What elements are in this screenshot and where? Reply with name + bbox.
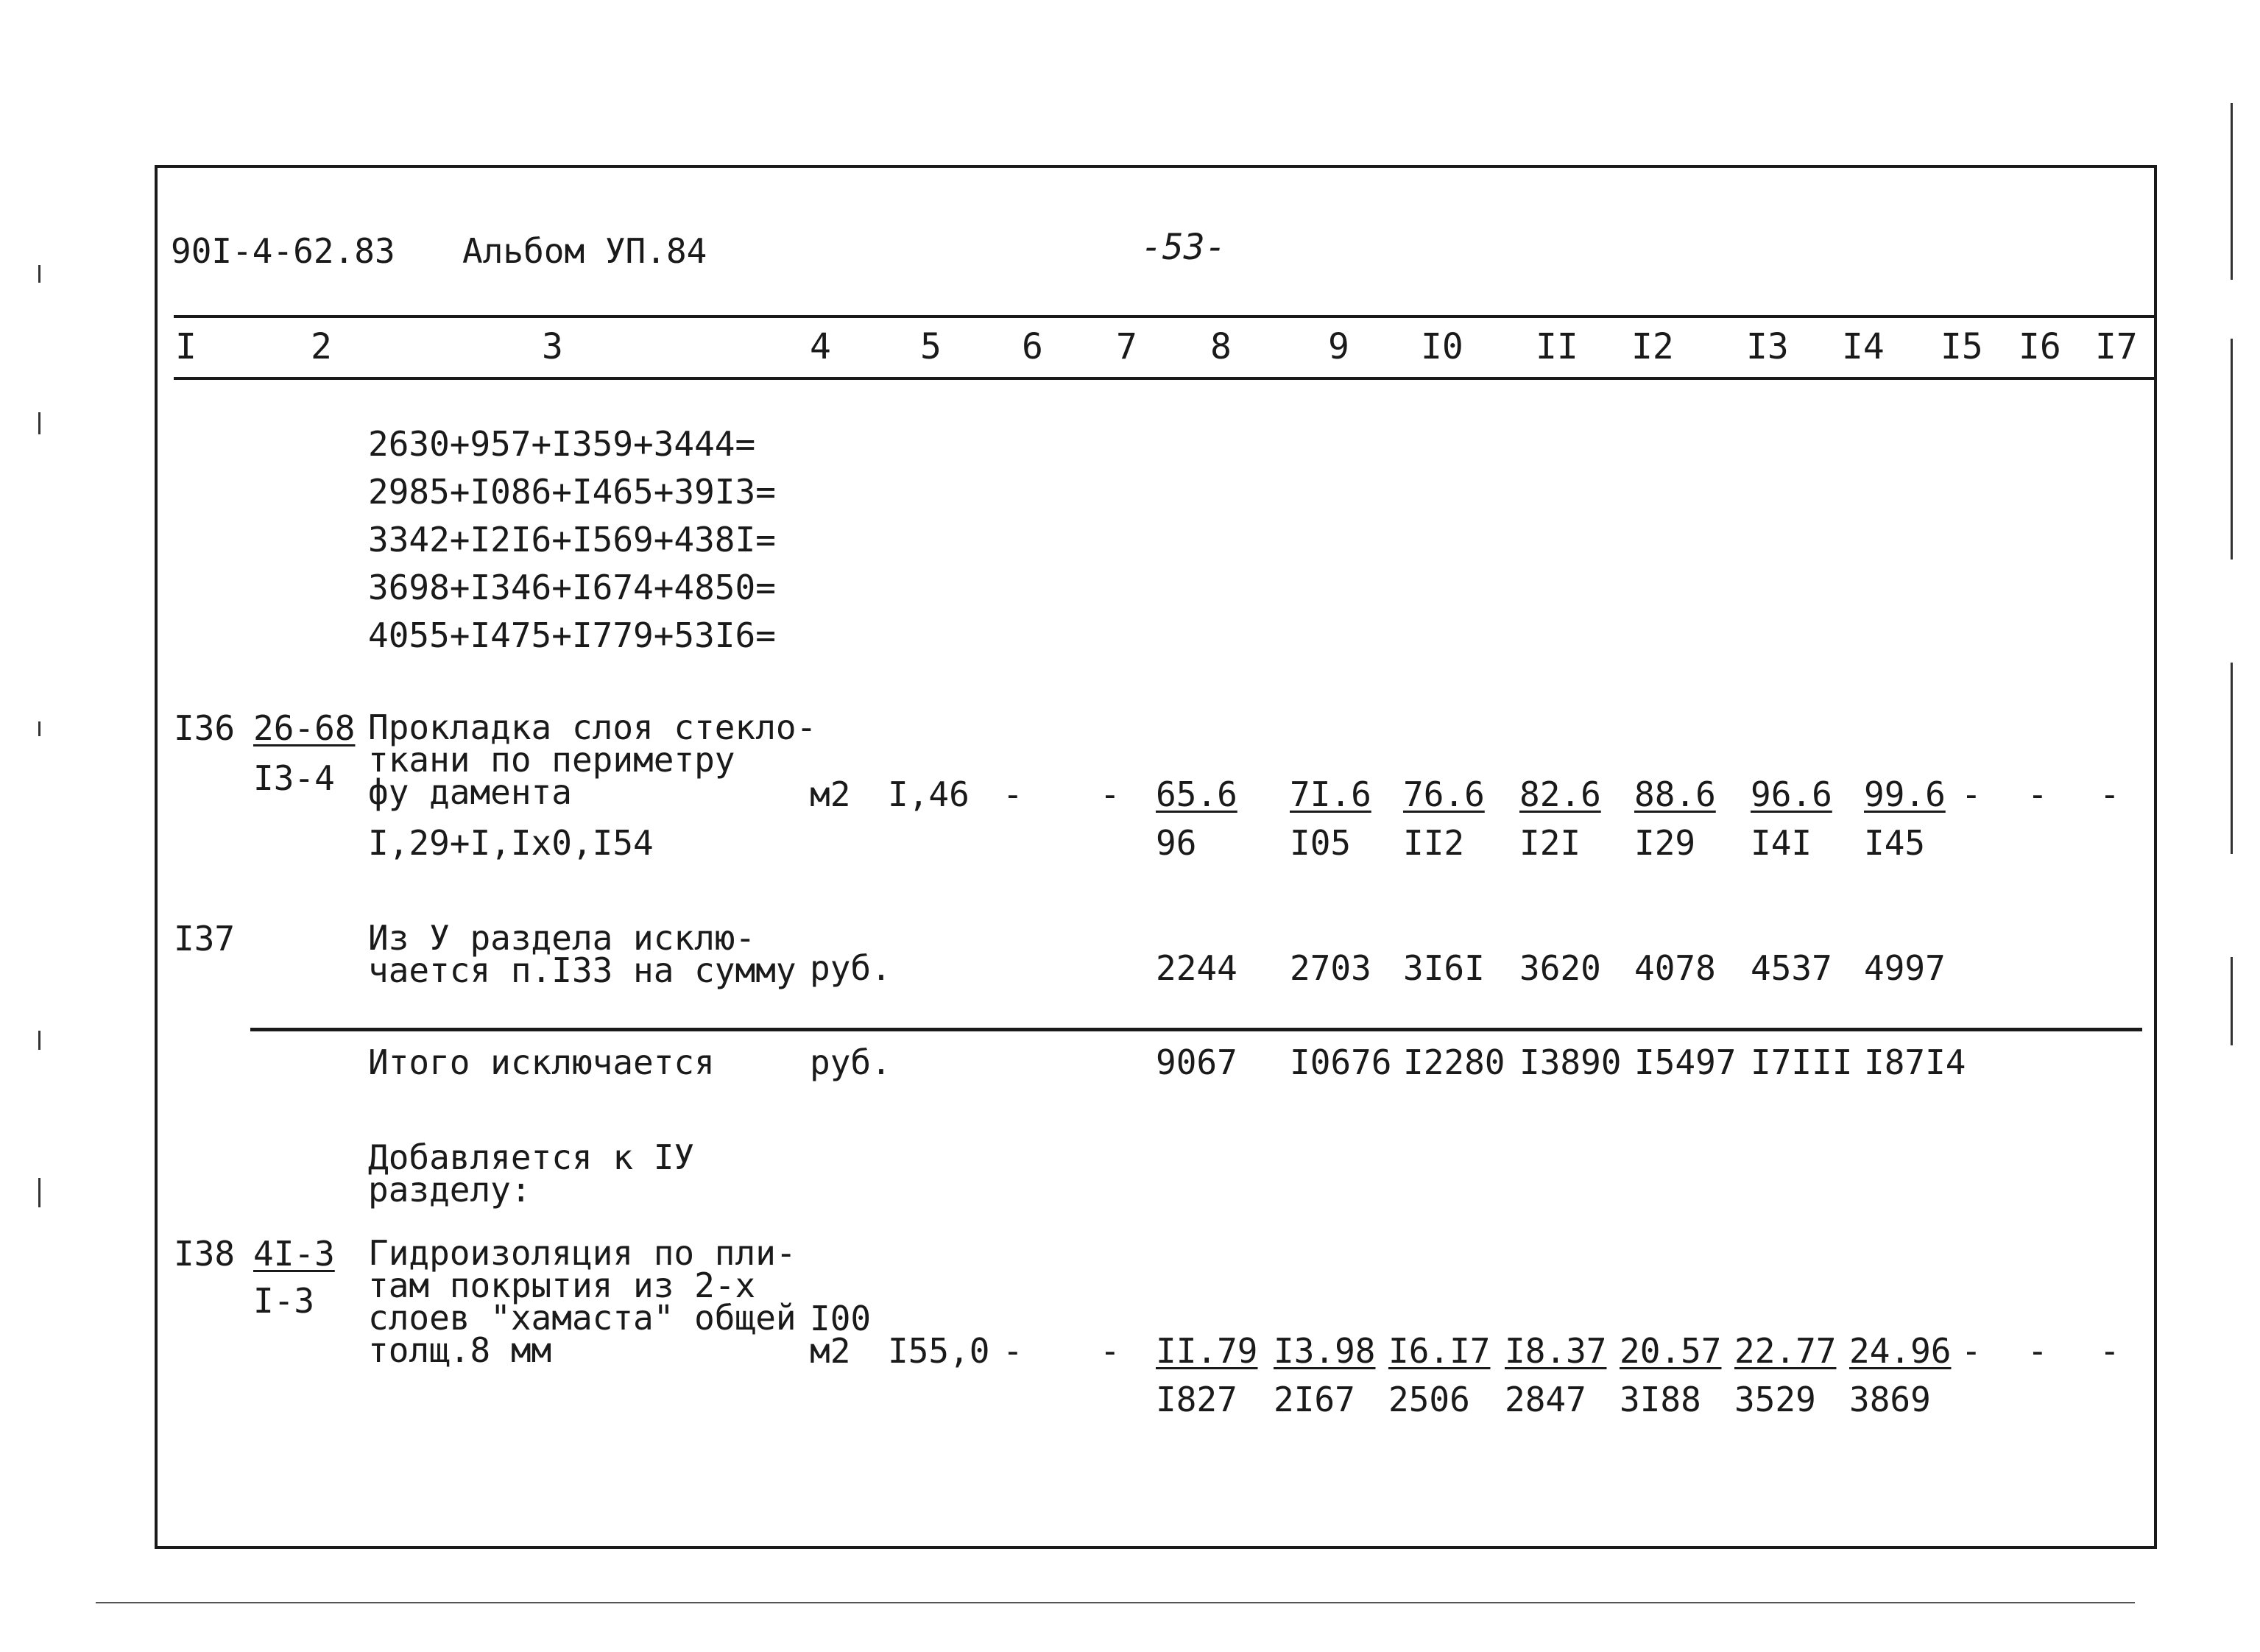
desc-line: ткани по периметру	[368, 740, 735, 780]
margin-tick	[2231, 957, 2233, 1045]
margin-tick	[2231, 663, 2233, 854]
quantity: I,46	[888, 774, 970, 814]
desc-line: фу дамента	[368, 772, 572, 812]
col-5: 5	[920, 326, 942, 367]
col-3: 3	[542, 326, 563, 367]
price-value: I8.37	[1505, 1331, 1607, 1371]
total-sum: I2280	[1403, 1042, 1505, 1082]
frame-left	[155, 165, 158, 1549]
total-rule	[250, 1028, 2142, 1031]
col-13: I3	[1746, 326, 1789, 367]
page-number: -53-	[1141, 227, 1226, 268]
col7-dash: -	[1100, 774, 1120, 814]
price-value: 88.6	[1634, 774, 1716, 814]
price-value: I6.I7	[1388, 1331, 1491, 1371]
col-7: 7	[1116, 326, 1137, 367]
frame-top	[155, 165, 2157, 168]
price-value: 96.6	[1751, 774, 1832, 814]
total-value: I4I	[1751, 823, 1812, 863]
total-sum: I0676	[1290, 1042, 1392, 1082]
col-15: I5	[1941, 326, 1983, 367]
total-sum: I3890	[1519, 1042, 1622, 1082]
total-value: 2847	[1505, 1380, 1586, 1419]
total-value: 3529	[1734, 1380, 1816, 1419]
desc-line: Из У раздела исклю-	[368, 918, 756, 958]
formula-line: 2985+I086+I465+39I3=	[368, 472, 776, 512]
sum-value: 4537	[1751, 948, 1832, 988]
total-sum: I7III	[1751, 1042, 1853, 1082]
col-2: 2	[311, 326, 332, 367]
total-value: I827	[1156, 1380, 1237, 1419]
desc-line: слоев "хамаста" общей	[368, 1298, 797, 1338]
total-value: I2I	[1519, 823, 1581, 863]
margin-tick	[38, 1178, 40, 1207]
margin-tick	[2231, 103, 2233, 280]
col-12: I2	[1631, 326, 1674, 367]
frame-right	[2154, 165, 2157, 1549]
sum-value: 3I6I	[1403, 948, 1485, 988]
total-sum: 9067	[1156, 1042, 1237, 1082]
formula-line: 3698+I346+I674+4850=	[368, 568, 776, 607]
col-10: I0	[1421, 326, 1463, 367]
row-number: I36	[174, 708, 236, 748]
unit-top: I00	[810, 1299, 872, 1338]
total-value: 2506	[1388, 1380, 1470, 1419]
doc-code: 90I-4-62.83	[171, 231, 395, 271]
norm-code-sub: I-3	[253, 1281, 315, 1321]
desc-line: Прокладка слоя стекло-	[368, 707, 817, 747]
col15-dash: -	[1961, 774, 1982, 814]
price-value: 20.57	[1620, 1331, 1722, 1371]
total-value: I45	[1864, 823, 1926, 863]
col6-dash: -	[1003, 774, 1023, 814]
formula-line: 3342+I2I6+I569+438I=	[368, 520, 776, 560]
norm-code: 26-68	[253, 708, 356, 748]
price-value: 82.6	[1519, 774, 1601, 814]
total-value: 3869	[1849, 1380, 1931, 1419]
desc-line: там покрытия из 2-х	[368, 1266, 756, 1305]
margin-tick	[38, 412, 40, 434]
sum-value: 4078	[1634, 948, 1716, 988]
col-1: I	[175, 326, 197, 367]
desc-line: толщ.8 мм	[368, 1330, 552, 1370]
norm-code: 4I-3	[253, 1234, 335, 1274]
bottom-scan-line	[96, 1602, 2135, 1603]
col-17: I7	[2095, 326, 2138, 367]
price-value: 22.77	[1734, 1331, 1837, 1371]
row-number: I38	[174, 1234, 236, 1274]
formula-line: 2630+957+I359+3444=	[368, 424, 756, 464]
sum-value: 3620	[1519, 948, 1601, 988]
col-16: I6	[2019, 326, 2061, 367]
price-value: 76.6	[1403, 774, 1485, 814]
price-value: I3.98	[1274, 1331, 1376, 1371]
unit-bottom: м2	[810, 1331, 851, 1371]
col17-dash: -	[2100, 1331, 2120, 1371]
total-label: Итого исключается	[368, 1042, 715, 1082]
price-value: 24.96	[1849, 1331, 1952, 1371]
added-section-heading	[368, 1137, 695, 1210]
margin-tick	[38, 265, 40, 283]
margin-tick	[38, 1031, 40, 1050]
col-14: I4	[1842, 326, 1885, 367]
price-value: II.79	[1156, 1331, 1258, 1371]
col6-dash: -	[1003, 1331, 1023, 1371]
margin-tick	[38, 721, 40, 736]
norm-code-sub: I3-4	[253, 758, 335, 798]
price-value: 99.6	[1864, 774, 1946, 814]
desc-line: Гидроизоляция по пли-	[368, 1233, 797, 1273]
col16-dash: -	[2027, 774, 2048, 814]
total-value: II2	[1403, 823, 1465, 863]
row-description	[368, 1233, 797, 1370]
frame-bottom	[155, 1546, 2157, 1549]
col17-dash: -	[2100, 774, 2120, 814]
heading-line: разделу:	[368, 1170, 532, 1210]
row-formula: I,29+I,Ix0,I54	[368, 823, 654, 863]
total-value: 96	[1156, 823, 1197, 863]
total-value: I05	[1290, 823, 1352, 863]
total-sum: I87I4	[1864, 1042, 1966, 1082]
col15-dash: -	[1961, 1331, 1982, 1371]
col-8: 8	[1210, 326, 1232, 367]
desc-line: чается п.I33 на сумму	[368, 950, 797, 990]
sum-value: 4997	[1864, 948, 1946, 988]
unit: руб.	[810, 948, 891, 988]
formula-line: 4055+I475+I779+53I6=	[368, 615, 776, 655]
row-description	[368, 707, 817, 812]
col7-dash: -	[1100, 1331, 1120, 1371]
price-value: 65.6	[1156, 774, 1237, 814]
col-9: 9	[1328, 326, 1349, 367]
col16-dash: -	[2027, 1331, 2048, 1371]
unit: м2	[810, 774, 851, 814]
sum-value: 2703	[1290, 948, 1371, 988]
header-rule-bottom	[174, 377, 2154, 380]
total-value: 3I88	[1620, 1380, 1701, 1419]
row-number: I37	[174, 919, 236, 959]
total-value: I29	[1634, 823, 1696, 863]
quantity: I55,0	[888, 1331, 990, 1371]
margin-tick	[2231, 339, 2233, 560]
total-sum: I5497	[1634, 1042, 1737, 1082]
header-rule-top	[174, 315, 2154, 318]
col-6: 6	[1022, 326, 1043, 367]
total-value: 2I67	[1274, 1380, 1355, 1419]
sum-value: 2244	[1156, 948, 1237, 988]
col-4: 4	[810, 326, 831, 367]
album-label: Альбом УП.84	[462, 231, 707, 271]
heading-line: Добавляется к IУ	[368, 1137, 695, 1177]
row-description	[368, 918, 797, 990]
price-value: 7I.6	[1290, 774, 1371, 814]
col-11: II	[1536, 326, 1578, 367]
total-unit: руб.	[810, 1042, 891, 1082]
